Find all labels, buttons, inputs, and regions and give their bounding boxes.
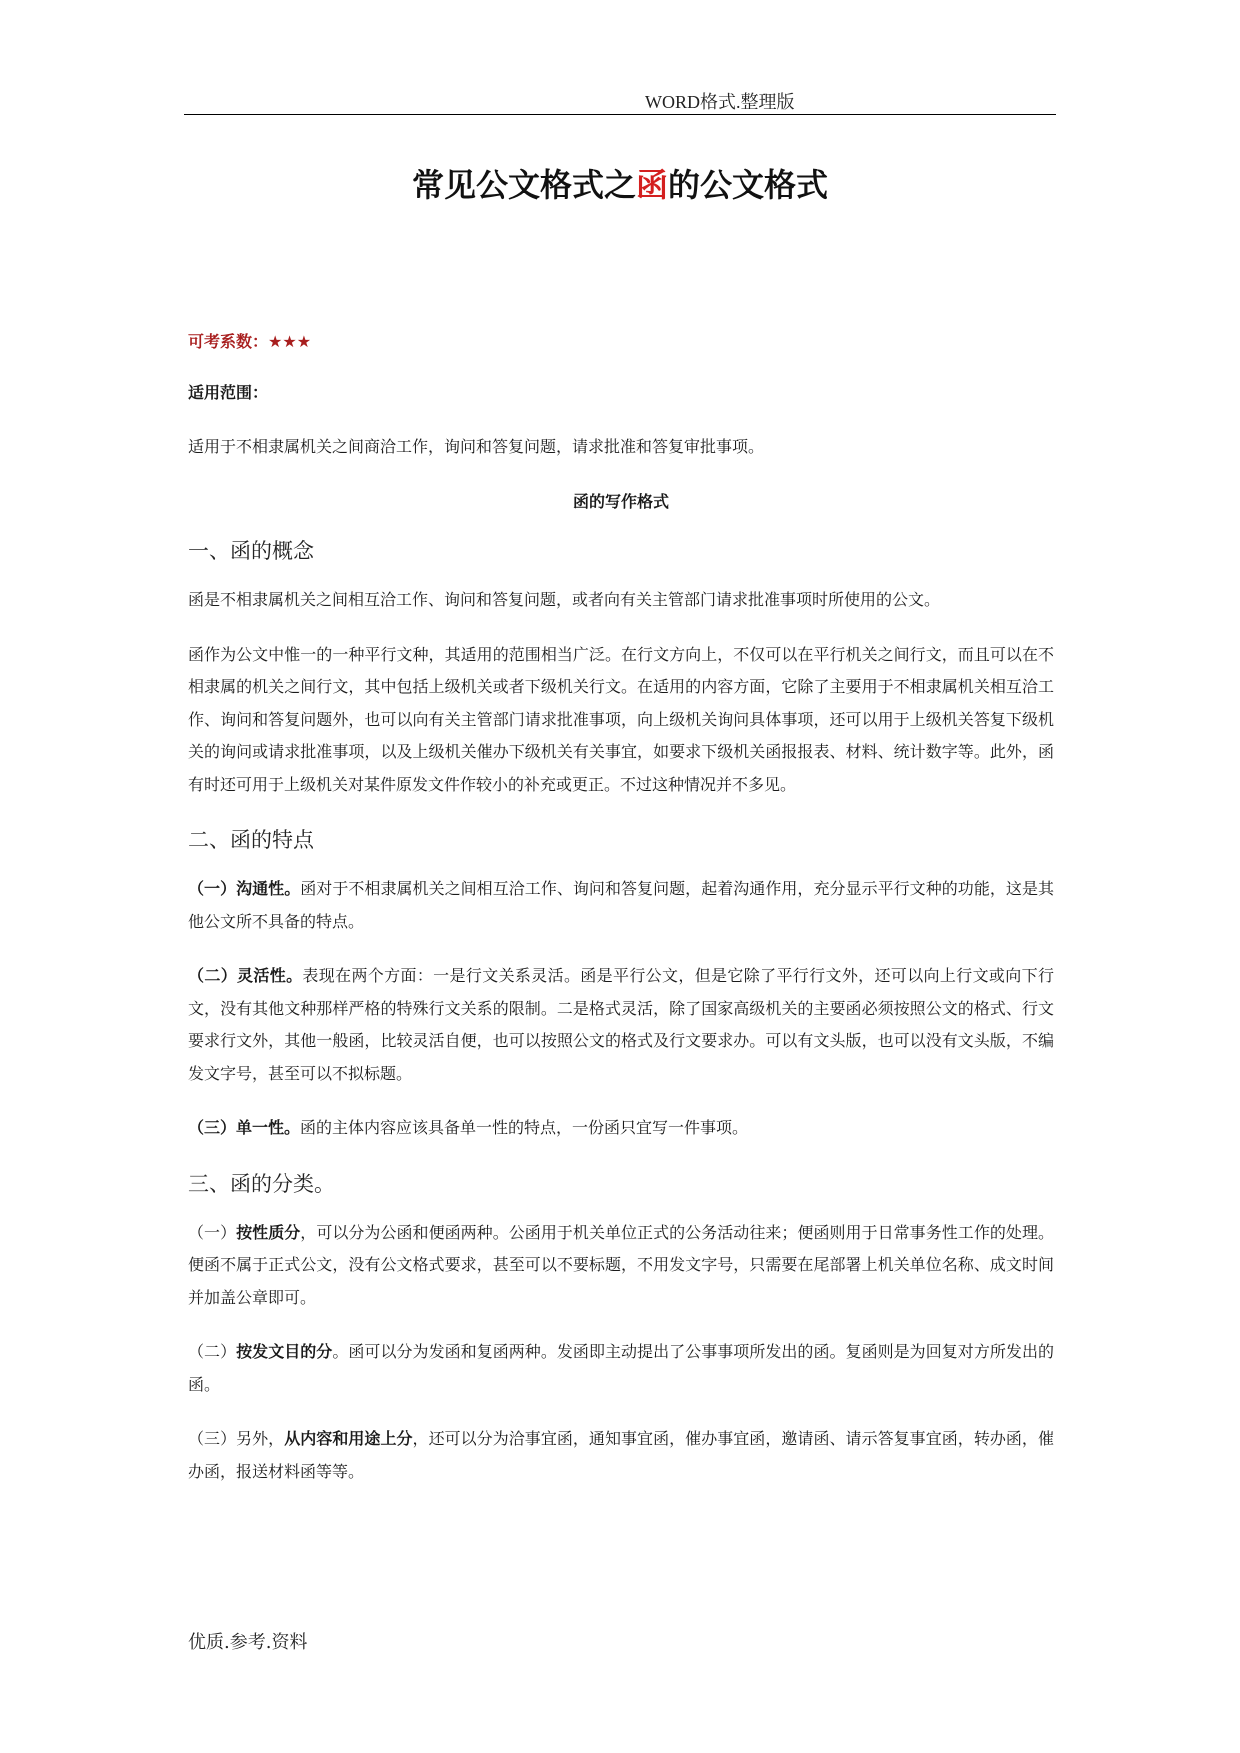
- section2-item-3-text: 函的主体内容应该具备单一性的特点，一份函只宜写一件事项。: [300, 1118, 749, 1137]
- section3-heading: 三、函的分类。: [188, 1171, 335, 1196]
- section3-item-1-text: ，可以分为公函和便函两种。公函用于机关单位正式的公务活动往来；便函则用于日常事务性工作的处理。便函不属于正式公文，没有公文格式要求，甚至可以不要标题，不用发文字号，只需要在尾部署上机关单位名称、成文时间并加盖公章即可。: [188, 1222, 1054, 1307]
- section3-item-3-text: ，还可以分为洽事宜函，通知事宜函，催办事宜函，邀请函、请示答复事宜函，转办函，催办函，报送材料函等等。: [188, 1429, 1054, 1481]
- section3-item-3-lead: 从内容和用途上分: [284, 1429, 413, 1448]
- section2-item-3: [188, 1112, 1054, 1145]
- section2-item-2: [188, 960, 1054, 1090]
- section3-item-2-lead: 按发文目的分: [236, 1342, 333, 1361]
- section3-item-3: [188, 1423, 1054, 1488]
- section2-item-1-text: 函对于不相隶属机关之间相互洽工作、询问和答复问题，起着沟通作用，充分显示平行文种的功能，这是其他公文所不具备的特点。: [188, 879, 1054, 931]
- header-divider: [184, 114, 1056, 115]
- section2-item-2-lead: （二）灵活性。: [188, 966, 303, 985]
- section3-item-1: [188, 1217, 1054, 1315]
- title-after: 的公文格式: [668, 166, 829, 204]
- section2-heading: 二、函的特点: [188, 828, 314, 852]
- section1-paragraph-2: 函作为公文中惟一的一种平行文种，其适用的范围相当广泛。在行文方向上，不仅可以在平行机关之间行文，而且可以在不相隶属的机关之间行文，其中包括上级机关或者下级机关行文。在适用的内容方面，它除了主要用于不相隶属机关相互洽工作、询问和答复问题外，也可以向有关主管部门请求批准事项，向上级机关询问具体事项，还可以用于上级机关答复下级机关的询问或请求批准事项，以及上级机关催办下级机关有关事宜，如要求下级机关函报报表、材料、统计数字等。此外，函有时还可用于上级机关对某件原发文件作较小的补充或更正。不过这种情况并不多见。: [188, 644, 1054, 794]
- title-before: 常见公文格式之: [411, 166, 636, 204]
- section1-heading: 一、函的概念: [188, 539, 314, 563]
- rating-line: [188, 326, 1054, 359]
- section3-item-3-prefix: （三）另外，: [188, 1429, 285, 1448]
- page-header: WORD格式.整理版: [645, 92, 795, 112]
- rating-stars: ★★★: [268, 332, 312, 351]
- page-footer: 优质.参考.资料: [188, 1632, 308, 1653]
- section2-item-3-lead: （三）单一性。: [188, 1118, 301, 1137]
- section3-item-2: [188, 1336, 1054, 1401]
- document-body: [188, 326, 1054, 1510]
- format-heading: 函的写作格式: [572, 491, 669, 511]
- scope-text: 适用于不相隶属机关之间商洽工作，询问和答复问题，请求批准和答复审批事项。: [188, 437, 765, 456]
- page-title: [184, 160, 1056, 206]
- rating-label: 可考系数：: [188, 332, 269, 351]
- section3-item-2-prefix: （二）: [188, 1342, 237, 1361]
- section1-paragraph-1: 函是不相隶属机关之间相互洽工作、询问和答复问题，或者向有关主管部门请求批准事项时所使用的公文。: [188, 590, 941, 609]
- title-highlight: 函: [635, 166, 668, 204]
- section3-item-2-text: 。函可以分为发函和复函两种。发函即主动提出了公事事项所发出的函。复函则是为回复对方所发出的函。: [188, 1342, 1054, 1394]
- section3-item-1-prefix: （一）: [188, 1222, 237, 1242]
- scope-label: 适用范围：: [188, 382, 269, 402]
- section2-item-1-lead: （一）沟通性。: [188, 879, 301, 898]
- section3-item-1-lead: 按性质分: [236, 1222, 301, 1242]
- section2-item-2-text: 表现在两个方面：一是行文关系灵活。函是平行公文，但是它除了平行行文外，还可以向上行文或向下行文，没有其他文种那样严格的特殊行文关系的限制。二是格式灵活，除了国家高级机关的主要函必须按照公文的格式、行文要求行文外，其他一般函，比较灵活自便，也可以按照公文的格式及行文要求办。可以有文头版，也可以没有文头版，不编发文字号，甚至可以不拟标题。: [188, 966, 1054, 1083]
- section2-item-1: [188, 873, 1054, 938]
